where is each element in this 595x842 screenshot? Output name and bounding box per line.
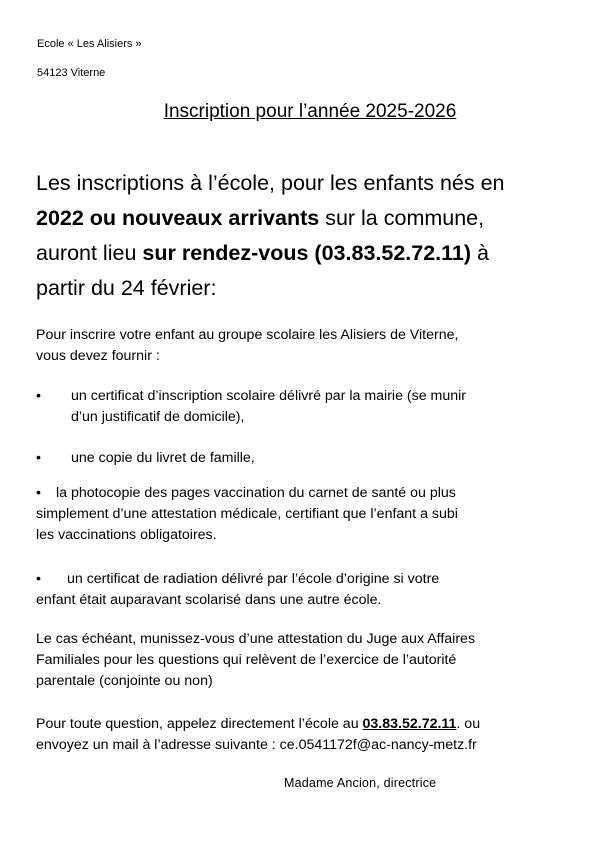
contact-email-line: envoyez un mail à l’adresse suivante : ce.0541172f@ac-nancy-metz.fr (36, 737, 477, 753)
bullet-symbol: • (36, 450, 41, 466)
list-item-line: enfant était auparavant scolarisé dans une autre école. (36, 592, 382, 608)
list-item-line: les vaccinations obligatoires. (36, 527, 217, 543)
list-item-line: un certificat d’inscription scolaire délivré par la mairie (se munir (71, 388, 467, 404)
list-item-text (71, 386, 566, 428)
contact-paragraph (36, 714, 566, 756)
phone-number: 03.83.52.72.11 (362, 716, 457, 732)
list-item (36, 569, 576, 611)
intro-text-4: à (471, 241, 489, 265)
list-item-text (71, 448, 566, 469)
page-title: Inscription pour l’année 2025-2026 (163, 101, 457, 122)
bullet-symbol: • (36, 388, 41, 404)
list-item-line: une copie du livret de famille, (71, 450, 255, 466)
signature: Madame Ancion, directrice (284, 776, 437, 790)
list-item-line: d’un justificatif de domicile), (71, 409, 245, 425)
intro-paragraph (36, 166, 576, 306)
intro-text-1: Les inscriptions à l’école, pour les enfants nés en (36, 171, 505, 195)
bullet-symbol: • (36, 571, 41, 587)
provide-paragraph (36, 325, 566, 367)
bullet-symbol: • (36, 485, 41, 501)
intro-text-5: partir du 24 février: (36, 276, 217, 300)
school-name: Ecole « Les Alisiers » (37, 38, 142, 50)
intro-bold-appointment: sur rendez-vous (03.83.52.72.11) (142, 241, 472, 265)
school-address: 54123 Viterne (37, 67, 106, 79)
intro-text-3: auront lieu (36, 241, 143, 265)
list-item (36, 483, 576, 546)
list-item-line: un certificat de radiation délivré par l’école d’origine si votre (66, 571, 440, 587)
list-item-line: simplement d’une attestation médicale, certifiant que l’enfant a subi (36, 506, 458, 522)
intro-text-2: sur la commune, (319, 206, 485, 230)
contact-text: Pour toute question, appelez directement l’école au (36, 716, 363, 732)
judge-paragraph (36, 629, 566, 692)
contact-text: . ou (456, 716, 481, 732)
intro-bold-years: 2022 ou nouveaux arrivants (36, 206, 320, 230)
list-item-line: la photocopie des pages vaccination du carnet de santé ou plus (55, 485, 456, 501)
provide-line-2: vous devez fournir : (36, 348, 160, 364)
provide-line-1: Pour inscrire votre enfant au groupe scolaire les Alisiers de Viterne, (36, 327, 459, 343)
judge-line: Familiales pour les questions qui relèvent de l’exercice de l’autorité (36, 652, 457, 668)
judge-line: parentale (conjointe ou non) (36, 673, 213, 689)
judge-line: Le cas échéant, munissez-vous d’une attestation du Juge aux Affaires (36, 631, 476, 647)
